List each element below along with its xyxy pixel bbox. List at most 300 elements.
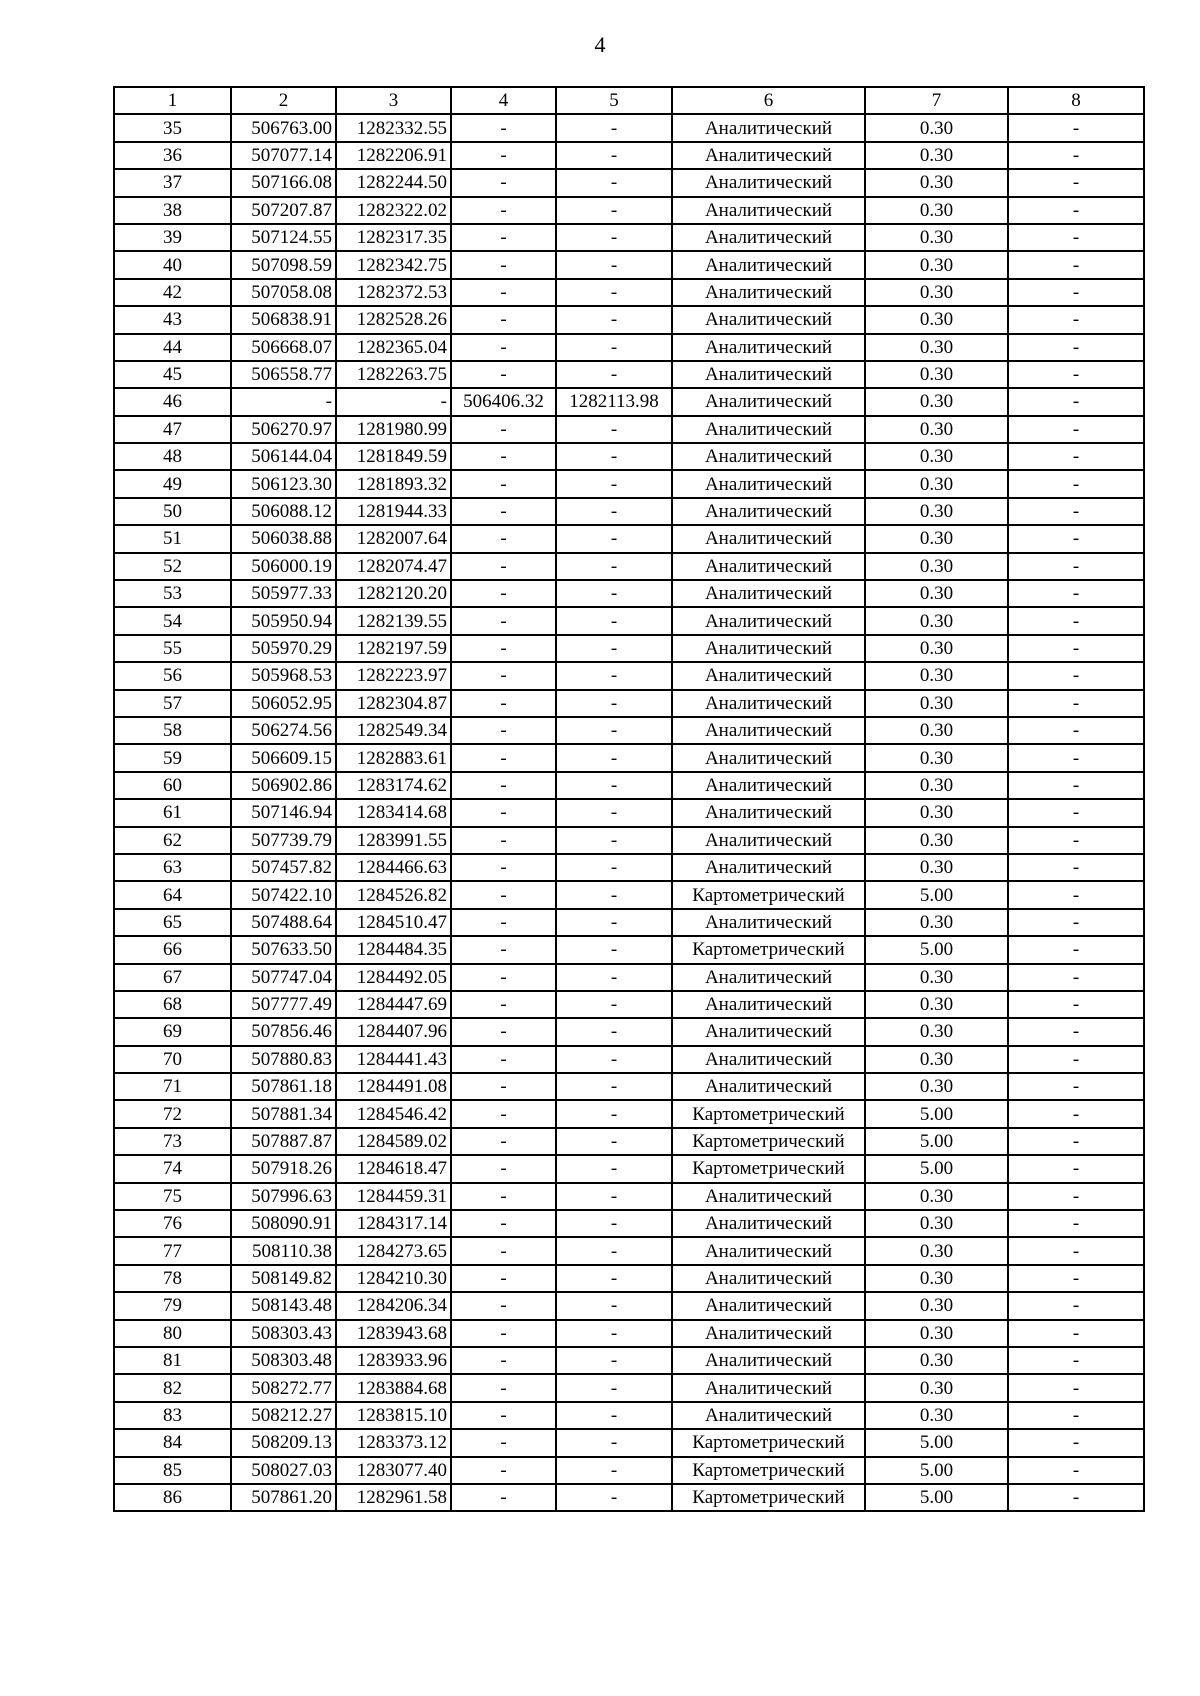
column-header-8: 8 (1008, 87, 1144, 114)
table-cell-col8: - (1008, 1457, 1144, 1484)
table-cell-col8: - (1008, 416, 1144, 443)
table-cell-col4: - (451, 169, 556, 196)
table-cell-col1: 53 (114, 580, 231, 607)
table-cell-col8: - (1008, 1210, 1144, 1237)
table-cell-col7: 0.30 (865, 1374, 1008, 1401)
table-cell-col3: 1282549.34 (336, 717, 451, 744)
table-cell-col3: 1283077.40 (336, 1457, 451, 1484)
table-cell-col3: 1282528.26 (336, 306, 451, 333)
table-cell-col1: 51 (114, 525, 231, 552)
table-cell-col2: 506052.95 (231, 690, 336, 717)
table-cell-col8: - (1008, 142, 1144, 169)
table-cell-col4: - (451, 1374, 556, 1401)
table-cell-col6: Аналитический (672, 607, 865, 634)
table-cell-col8: - (1008, 717, 1144, 744)
table-cell-col6: Аналитический (672, 1292, 865, 1319)
table-cell-col1: 52 (114, 553, 231, 580)
table-cell-col3: 1282223.97 (336, 662, 451, 689)
table-cell-col4: - (451, 1210, 556, 1237)
table-cell-col4: - (451, 197, 556, 224)
table-cell-col3: 1283884.68 (336, 1374, 451, 1401)
table-cell-col6: Аналитический (672, 1320, 865, 1347)
table-row (114, 909, 1144, 936)
table-cell-col3: 1284491.08 (336, 1073, 451, 1100)
table-cell-col1: 49 (114, 470, 231, 497)
table-cell-col7: 0.30 (865, 498, 1008, 525)
table-cell-col7: 5.00 (865, 1155, 1008, 1182)
table-cell-col7: 0.30 (865, 635, 1008, 662)
table-cell-col4: - (451, 1018, 556, 1045)
table-cell-col1: 82 (114, 1374, 231, 1401)
table-cell-col4: - (451, 580, 556, 607)
table-cell-col7: 0.30 (865, 799, 1008, 826)
table-row (114, 991, 1144, 1018)
table-cell-col4: - (451, 470, 556, 497)
table-cell-col7: 0.30 (865, 964, 1008, 991)
table-cell-col5: - (556, 1210, 672, 1237)
table-cell-col1: 84 (114, 1429, 231, 1456)
table-cell-col1: 40 (114, 251, 231, 278)
table-cell-col8: - (1008, 1237, 1144, 1264)
table-cell-col2: - (231, 388, 336, 415)
table-cell-col3: 1282244.50 (336, 169, 451, 196)
table-cell-col5: - (556, 1183, 672, 1210)
table-cell-col5: - (556, 1237, 672, 1264)
table-cell-col8: - (1008, 1265, 1144, 1292)
table-cell-col3: 1283373.12 (336, 1429, 451, 1456)
table-cell-col8: - (1008, 1100, 1144, 1127)
table-row (114, 1402, 1144, 1429)
table-cell-col6: Аналитический (672, 388, 865, 415)
table-cell-col4: - (451, 1128, 556, 1155)
table-cell-col6: Аналитический (672, 553, 865, 580)
table-cell-col3: 1282007.64 (336, 525, 451, 552)
table-cell-col3: 1281893.32 (336, 470, 451, 497)
table-cell-col5: - (556, 142, 672, 169)
table-cell-col7: 0.30 (865, 251, 1008, 278)
table-row (114, 334, 1144, 361)
table-cell-col4: - (451, 635, 556, 662)
table-row (114, 251, 1144, 278)
table-row (114, 1457, 1144, 1484)
table-cell-col6: Аналитический (672, 662, 865, 689)
table-cell-col5: - (556, 1374, 672, 1401)
table-cell-col2: 505968.53 (231, 662, 336, 689)
table-cell-col1: 44 (114, 334, 231, 361)
table-cell-col6: Аналитический (672, 1265, 865, 1292)
table-cell-col3: 1282883.61 (336, 744, 451, 771)
table-cell-col1: 81 (114, 1347, 231, 1374)
table-row (114, 1374, 1144, 1401)
table-cell-col2: 506038.88 (231, 525, 336, 552)
table-cell-col1: 80 (114, 1320, 231, 1347)
table-cell-col2: 508212.27 (231, 1402, 336, 1429)
table-cell-col1: 63 (114, 854, 231, 881)
table-cell-col7: 0.30 (865, 334, 1008, 361)
table-cell-col4: - (451, 607, 556, 634)
table-cell-col5: - (556, 306, 672, 333)
table-cell-col8: - (1008, 881, 1144, 908)
table-row (114, 1183, 1144, 1210)
table-cell-col8: - (1008, 854, 1144, 881)
table-cell-col2: 506000.19 (231, 553, 336, 580)
table-cell-col5: - (556, 553, 672, 580)
table-cell-col5: - (556, 607, 672, 634)
table-cell-col2: 505950.94 (231, 607, 336, 634)
table-cell-col6: Аналитический (672, 361, 865, 388)
table-cell-col3: 1282317.35 (336, 224, 451, 251)
table-cell-col1: 66 (114, 936, 231, 963)
table-cell-col5: - (556, 909, 672, 936)
table-cell-col5: - (556, 114, 672, 141)
table-cell-col1: 35 (114, 114, 231, 141)
table-cell-col2: 508110.38 (231, 1237, 336, 1264)
table-row (114, 1018, 1144, 1045)
table-cell-col1: 71 (114, 1073, 231, 1100)
table-cell-col5: - (556, 881, 672, 908)
table-cell-col6: Аналитический (672, 1073, 865, 1100)
table-cell-col4: - (451, 1183, 556, 1210)
table-cell-col4: - (451, 909, 556, 936)
coordinates-table (113, 86, 1145, 1512)
table-cell-col1: 37 (114, 169, 231, 196)
table-row (114, 1046, 1144, 1073)
table-cell-col1: 76 (114, 1210, 231, 1237)
column-header-6: 6 (672, 87, 865, 114)
table-cell-col1: 42 (114, 279, 231, 306)
table-cell-col3: 1284546.42 (336, 1100, 451, 1127)
table-cell-col8: - (1008, 909, 1144, 936)
table-cell-col3: 1281849.59 (336, 443, 451, 470)
table-row (114, 580, 1144, 607)
table-cell-col2: 506668.07 (231, 334, 336, 361)
table-row (114, 142, 1144, 169)
table-cell-col4: - (451, 1100, 556, 1127)
table-cell-col2: 508209.13 (231, 1429, 336, 1456)
table-cell-col2: 506144.04 (231, 443, 336, 470)
table-cell-col2: 507861.18 (231, 1073, 336, 1100)
table-cell-col2: 506274.56 (231, 717, 336, 744)
table-cell-col5: - (556, 1402, 672, 1429)
table-cell-col8: - (1008, 799, 1144, 826)
table-cell-col8: - (1008, 553, 1144, 580)
table-cell-col2: 506902.86 (231, 772, 336, 799)
table-cell-col3: 1281944.33 (336, 498, 451, 525)
table-cell-col6: Аналитический (672, 416, 865, 443)
table-cell-col6: Аналитический (672, 1183, 865, 1210)
table-cell-col8: - (1008, 498, 1144, 525)
table-cell-col6: Картометрический (672, 1429, 865, 1456)
table-cell-col7: 0.30 (865, 1210, 1008, 1237)
table-cell-col2: 507146.94 (231, 799, 336, 826)
table-cell-col3: 1284466.63 (336, 854, 451, 881)
table-cell-col2: 507098.59 (231, 251, 336, 278)
table-cell-col5: - (556, 470, 672, 497)
table-cell-col3: 1282365.04 (336, 334, 451, 361)
table-cell-col7: 0.30 (865, 1046, 1008, 1073)
table-cell-col8: - (1008, 306, 1144, 333)
table-cell-col2: 507887.87 (231, 1128, 336, 1155)
table-cell-col4: - (451, 690, 556, 717)
table-cell-col2: 507881.34 (231, 1100, 336, 1127)
table-cell-col8: - (1008, 1128, 1144, 1155)
table-row (114, 1265, 1144, 1292)
table-cell-col1: 68 (114, 991, 231, 1018)
table-cell-col3: 1282322.02 (336, 197, 451, 224)
column-header-2: 2 (231, 87, 336, 114)
table-cell-col7: 0.30 (865, 854, 1008, 881)
table-cell-col5: - (556, 1155, 672, 1182)
table-cell-col6: Аналитический (672, 744, 865, 771)
table-row (114, 470, 1144, 497)
table-cell-col1: 62 (114, 827, 231, 854)
table-row (114, 1128, 1144, 1155)
table-cell-col1: 58 (114, 717, 231, 744)
table-cell-col1: 55 (114, 635, 231, 662)
table-cell-col8: - (1008, 334, 1144, 361)
table-cell-col5: - (556, 991, 672, 1018)
table-cell-col4: - (451, 498, 556, 525)
table-cell-col2: 507457.82 (231, 854, 336, 881)
table-cell-col2: 507488.64 (231, 909, 336, 936)
table-row (114, 936, 1144, 963)
table-row (114, 1237, 1144, 1264)
table-cell-col3: 1284273.65 (336, 1237, 451, 1264)
table-cell-col4: - (451, 1237, 556, 1264)
table-cell-col7: 0.30 (865, 416, 1008, 443)
table-cell-col5: - (556, 279, 672, 306)
table-cell-col3: 1282263.75 (336, 361, 451, 388)
table-cell-col8: - (1008, 1484, 1144, 1511)
table-cell-col8: - (1008, 772, 1144, 799)
table-cell-col5: - (556, 662, 672, 689)
table-cell-col7: 5.00 (865, 881, 1008, 908)
table-row (114, 1155, 1144, 1182)
table-cell-col4: - (451, 717, 556, 744)
table-cell-col3: 1284484.35 (336, 936, 451, 963)
table-cell-col3: 1284589.02 (336, 1128, 451, 1155)
table-body (114, 114, 1144, 1511)
table-cell-col6: Аналитический (672, 334, 865, 361)
table-cell-col4: - (451, 799, 556, 826)
table-cell-col6: Аналитический (672, 690, 865, 717)
table-cell-col6: Аналитический (672, 498, 865, 525)
table-row (114, 114, 1144, 141)
table-cell-col7: 5.00 (865, 1100, 1008, 1127)
table-cell-col5: - (556, 1484, 672, 1511)
table-cell-col3: 1282139.55 (336, 607, 451, 634)
table-row (114, 1429, 1144, 1456)
table-row (114, 443, 1144, 470)
table-cell-col1: 38 (114, 197, 231, 224)
table-row (114, 881, 1144, 908)
table-cell-col2: 506838.91 (231, 306, 336, 333)
table-cell-col2: 507166.08 (231, 169, 336, 196)
table-cell-col8: - (1008, 114, 1144, 141)
table-cell-col2: 507747.04 (231, 964, 336, 991)
table-cell-col6: Аналитический (672, 799, 865, 826)
table-cell-col3: 1284206.34 (336, 1292, 451, 1319)
table-cell-col3: 1282304.87 (336, 690, 451, 717)
table-cell-col1: 61 (114, 799, 231, 826)
table-cell-col7: 5.00 (865, 936, 1008, 963)
table-cell-col8: - (1008, 279, 1144, 306)
table-cell-col4: - (451, 772, 556, 799)
table-cell-col6: Аналитический (672, 909, 865, 936)
table-cell-col4: - (451, 224, 556, 251)
table-cell-col2: 506123.30 (231, 470, 336, 497)
table-cell-col5: - (556, 416, 672, 443)
table-row (114, 690, 1144, 717)
table-cell-col4: - (451, 114, 556, 141)
table-row (114, 1210, 1144, 1237)
table-cell-col5: - (556, 964, 672, 991)
table-row (114, 607, 1144, 634)
table-cell-col5: - (556, 1100, 672, 1127)
table-cell-col1: 75 (114, 1183, 231, 1210)
table-cell-col1: 36 (114, 142, 231, 169)
table-cell-col2: 507777.49 (231, 991, 336, 1018)
table-cell-col5: - (556, 1128, 672, 1155)
table-cell-col5: - (556, 744, 672, 771)
table-cell-col1: 73 (114, 1128, 231, 1155)
table-cell-col6: Аналитический (672, 251, 865, 278)
table-cell-col5: - (556, 854, 672, 881)
table-row (114, 498, 1144, 525)
table-row (114, 169, 1144, 196)
table-row (114, 416, 1144, 443)
table-cell-col7: 5.00 (865, 1429, 1008, 1456)
table-cell-col5: - (556, 717, 672, 744)
table-cell-col7: 0.30 (865, 690, 1008, 717)
table-cell-col8: - (1008, 827, 1144, 854)
table-cell-col3: 1284510.47 (336, 909, 451, 936)
table-cell-col4: - (451, 361, 556, 388)
table-cell-col4: - (451, 964, 556, 991)
table-cell-col7: 0.30 (865, 169, 1008, 196)
table-row (114, 964, 1144, 991)
table-cell-col1: 67 (114, 964, 231, 991)
table-cell-col3: 1283414.68 (336, 799, 451, 826)
table-cell-col4: - (451, 443, 556, 470)
table-cell-col2: 508272.77 (231, 1374, 336, 1401)
table-cell-col1: 83 (114, 1402, 231, 1429)
table-cell-col1: 43 (114, 306, 231, 333)
table-cell-col5: - (556, 1018, 672, 1045)
table-cell-col2: 505970.29 (231, 635, 336, 662)
table-cell-col2: 507861.20 (231, 1484, 336, 1511)
table-cell-col6: Аналитический (672, 142, 865, 169)
table-cell-col7: 0.30 (865, 580, 1008, 607)
table-cell-col7: 0.30 (865, 553, 1008, 580)
table-cell-col1: 69 (114, 1018, 231, 1045)
table-cell-col1: 45 (114, 361, 231, 388)
table-cell-col7: 0.30 (865, 470, 1008, 497)
table-cell-col4: 506406.32 (451, 388, 556, 415)
table-cell-col2: 508090.91 (231, 1210, 336, 1237)
table-cell-col6: Аналитический (672, 224, 865, 251)
table-cell-col8: - (1008, 1429, 1144, 1456)
table-cell-col8: - (1008, 1155, 1144, 1182)
table-cell-col5: - (556, 580, 672, 607)
table-cell-col3: 1284492.05 (336, 964, 451, 991)
table-cell-col6: Аналитический (672, 1018, 865, 1045)
table-cell-col4: - (451, 1265, 556, 1292)
table-cell-col1: 64 (114, 881, 231, 908)
table-cell-col1: 60 (114, 772, 231, 799)
table-cell-col3: 1284447.69 (336, 991, 451, 1018)
table-cell-col8: - (1008, 1374, 1144, 1401)
table-cell-col8: - (1008, 690, 1144, 717)
table-cell-col4: - (451, 1073, 556, 1100)
table-row (114, 1100, 1144, 1127)
table-cell-col6: Аналитический (672, 443, 865, 470)
table-cell-col2: 507633.50 (231, 936, 336, 963)
table-row (114, 799, 1144, 826)
table-cell-col8: - (1008, 964, 1144, 991)
table-cell-col1: 78 (114, 1265, 231, 1292)
table-cell-col3: 1283933.96 (336, 1347, 451, 1374)
table-cell-col1: 59 (114, 744, 231, 771)
table-cell-col7: 0.30 (865, 1402, 1008, 1429)
table-cell-col8: - (1008, 936, 1144, 963)
table-header-row (114, 87, 1144, 114)
table-cell-col5: - (556, 361, 672, 388)
table-cell-col7: 0.30 (865, 1265, 1008, 1292)
table-cell-col2: 508027.03 (231, 1457, 336, 1484)
table-cell-col2: 507739.79 (231, 827, 336, 854)
table-cell-col2: 506763.00 (231, 114, 336, 141)
table-cell-col1: 47 (114, 416, 231, 443)
table-cell-col2: 507856.46 (231, 1018, 336, 1045)
table-cell-col2: 508303.48 (231, 1347, 336, 1374)
table-cell-col6: Аналитический (672, 306, 865, 333)
table-cell-col3: 1283815.10 (336, 1402, 451, 1429)
table-row (114, 553, 1144, 580)
table-cell-col6: Аналитический (672, 772, 865, 799)
table-row (114, 306, 1144, 333)
table-cell-col4: - (451, 854, 556, 881)
table-cell-col7: 0.30 (865, 1183, 1008, 1210)
table-row (114, 388, 1144, 415)
table-cell-col5: - (556, 1046, 672, 1073)
table-cell-col4: - (451, 416, 556, 443)
table-cell-col3: 1284459.31 (336, 1183, 451, 1210)
table-cell-col8: - (1008, 388, 1144, 415)
table-cell-col6: Картометрический (672, 881, 865, 908)
table-row (114, 1320, 1144, 1347)
table-cell-col3: 1282120.20 (336, 580, 451, 607)
table-cell-col3: 1282332.55 (336, 114, 451, 141)
column-header-7: 7 (865, 87, 1008, 114)
page-number: 4 (594, 32, 606, 57)
table-cell-col6: Аналитический (672, 964, 865, 991)
table-cell-col8: - (1008, 580, 1144, 607)
table-cell-col4: - (451, 553, 556, 580)
table-cell-col6: Аналитический (672, 470, 865, 497)
table-cell-col3: 1284210.30 (336, 1265, 451, 1292)
table-cell-col3: 1282372.53 (336, 279, 451, 306)
table-cell-col1: 70 (114, 1046, 231, 1073)
table-cell-col5: - (556, 525, 672, 552)
table-cell-col1: 86 (114, 1484, 231, 1511)
table-row (114, 224, 1144, 251)
table-cell-col1: 39 (114, 224, 231, 251)
table-cell-col1: 50 (114, 498, 231, 525)
table-cell-col6: Аналитический (672, 1347, 865, 1374)
table-row (114, 1347, 1144, 1374)
table-cell-col6: Аналитический (672, 1237, 865, 1264)
